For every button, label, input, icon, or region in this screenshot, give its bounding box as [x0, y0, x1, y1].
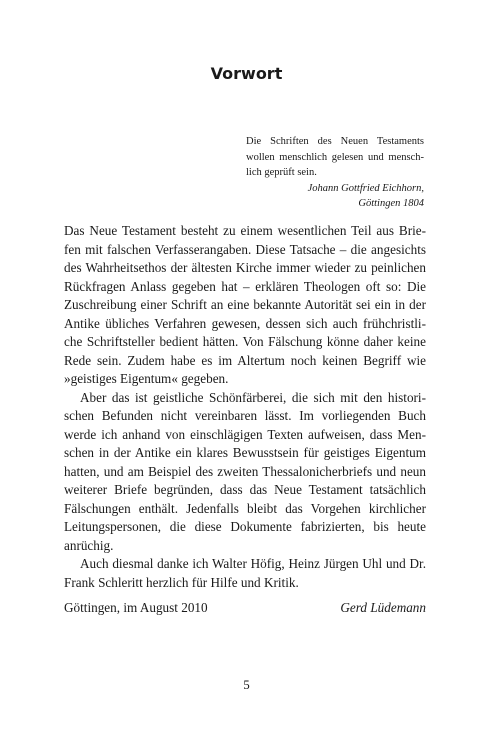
- epigraph-place-year: Göttingen 1804: [358, 198, 424, 209]
- page-number: 5: [243, 677, 250, 692]
- body-line: des Wahrheitsethos der ältesten Kirche immer wieder zu peinlichen: [64, 260, 426, 275]
- body-line: che Schriftsteller bedient hätten. Von Fälschung könne daher keine: [64, 334, 426, 349]
- body-line: weiterer Briefe begründen, dass das Neue Testament tatsächlich: [64, 482, 426, 497]
- page-title: Vorwort: [210, 64, 283, 83]
- body-line: Antike übliches Verfahren gewesen, dessen sich auch frühchristli-: [64, 315, 426, 331]
- body-line: Auch diesmal danke ich Walter Höfig, Heinz Jürgen Uhl und Dr.: [80, 556, 426, 571]
- body-line: Frank Schleritt herzlich für Hilfe und Kritik.: [64, 574, 299, 590]
- body-line: schen Befunden nicht vereinbaren lässt. Im vorliegenden Buch: [64, 408, 426, 423]
- body-line: Fälschungen enthält. Jedenfalls bleibt das Vorgehen kirchlicher: [64, 500, 426, 516]
- preface-body: [64, 222, 426, 592]
- body-line: Aber das ist geistliche Schönfärberei, die sich mit den histori-: [80, 389, 426, 405]
- signoff: [64, 598, 426, 618]
- body-line: schen in der Antike ein klares Bewusstsein für geistiges Eigentum: [64, 445, 426, 460]
- body-line: werde ich anhand von einschlägigen Texten aufweisen, dass Men-: [64, 426, 426, 442]
- body-line: Das Neue Testament besteht zu einem wesentlichen Teil aus Brie-: [64, 223, 426, 238]
- body-line: »geistiges Eigentum« gegeben.: [64, 371, 229, 386]
- body-line: fen mit falschen Verfasserangaben. Diese Tatsache – die angesichts: [64, 241, 426, 257]
- signoff-place-date: Göttingen, im August 2010: [64, 600, 208, 615]
- body-line: hatten, und am Beispiel des zweiten Thessalonicherbriefs und neun: [64, 463, 426, 479]
- body-line: Rede sein. Zudem habe es im Altertum noch keinen Begriff wie: [64, 352, 426, 368]
- epigraph-line: wollen menschlich gelesen und mensch-: [246, 151, 424, 163]
- body-line: Rückfragen Anlass gegeben hat – erklären Theologen oft so: Die: [64, 278, 426, 294]
- body-line: Zuschreibung einer Schrift an eine bekannte Autorität sei ein in der: [64, 297, 426, 312]
- epigraph-line: lich geprüft sein.: [246, 167, 317, 178]
- body-line: anrüchig.: [64, 537, 114, 553]
- body-line: Leitungspersonen, die diese Dokumente fabrizierten, bis heute: [64, 519, 426, 534]
- signoff-author: Gerd Lüdemann: [340, 600, 426, 615]
- epigraph-author: Johann Gottfried Eichhorn,: [307, 182, 424, 194]
- epigraph: [246, 134, 424, 212]
- epigraph-line: Die Schriften des Neuen Testaments: [246, 136, 424, 147]
